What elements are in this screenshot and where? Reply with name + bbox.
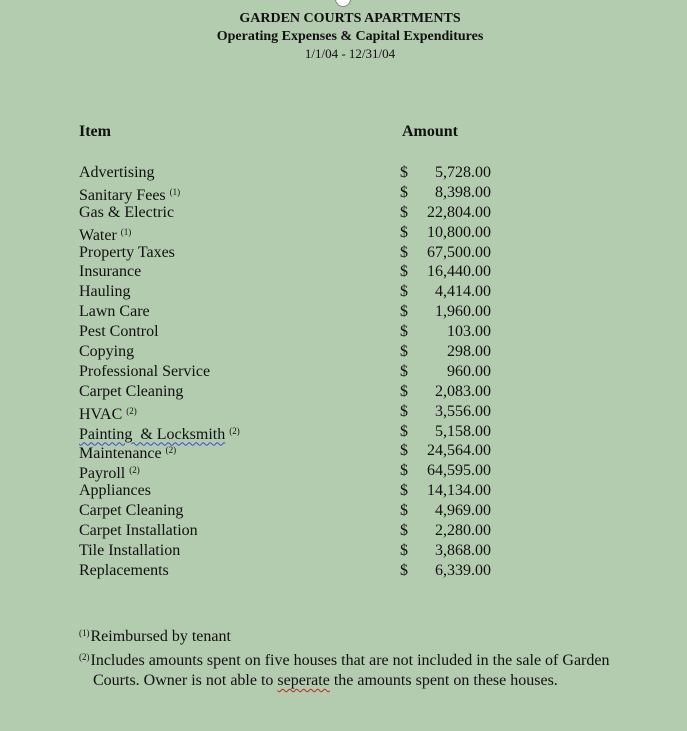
currency-sign: $	[400, 462, 408, 480]
item-name: Carpet Installation	[79, 522, 198, 540]
item-amount: 103.00	[447, 323, 491, 341]
footnote-ref: (2)	[165, 445, 177, 456]
table-row	[0, 402, 687, 422]
item-amount: 67,500.00	[427, 243, 491, 261]
item-amount: 64,595.00	[427, 462, 491, 480]
currency-sign: $	[400, 382, 408, 400]
table-row	[0, 203, 687, 223]
item-name: Appliances	[79, 482, 151, 500]
footnote-text: Includes amounts spent on five houses that are not included in the sale of Garden Courts. Owner is not able to	[90, 652, 610, 689]
item-amount: 6,339.00	[435, 561, 491, 579]
item-name: Payroll	[79, 465, 126, 483]
currency-sign: $	[400, 223, 408, 241]
table-row	[0, 262, 687, 282]
currency-sign: $	[400, 541, 408, 559]
item-amount: 5,158.00	[435, 422, 491, 440]
item-name: Gas & Electric	[79, 203, 175, 221]
table-row	[0, 541, 687, 561]
currency-sign: $	[400, 323, 408, 341]
item-name: Replacements	[79, 561, 169, 579]
footnote-1	[79, 623, 649, 647]
table-row	[0, 302, 687, 322]
document-title: GARDEN COURTS APARTMENTS	[239, 11, 461, 26]
item-amount: 24,564.00	[427, 442, 491, 460]
item-name: Insurance	[79, 263, 142, 281]
currency-sign: $	[400, 283, 408, 301]
footnote-text: Reimbursed by tenant	[90, 628, 231, 645]
currency-sign: $	[400, 502, 408, 520]
currency-sign: $	[400, 183, 408, 201]
footnote-ref: (1)	[169, 186, 181, 197]
item-amount: 14,134.00	[427, 482, 491, 500]
table-row	[0, 461, 687, 481]
table-row	[0, 183, 687, 203]
footnote-ref: (2)	[126, 405, 137, 416]
item-amount: 10,800.00	[427, 223, 491, 241]
footnote-text-end: the amounts spent on these houses.	[329, 672, 558, 689]
item-amount: 1,960.00	[435, 303, 491, 321]
item-amount: 3,868.00	[435, 541, 491, 559]
currency-sign: $	[400, 343, 408, 361]
table-row	[0, 521, 687, 541]
document-subtitle: Operating Expenses & Capital Expenditures	[216, 29, 484, 44]
table-row	[0, 342, 687, 362]
currency-sign: $	[400, 362, 408, 380]
currency-sign: $	[400, 422, 408, 440]
column-header-item: Item	[79, 123, 111, 140]
footnote-ref: (1)	[120, 226, 132, 237]
currency-sign: $	[400, 402, 408, 420]
item-name: Carpet Cleaning	[79, 502, 184, 520]
item-name: Carpet Cleaning	[79, 382, 184, 400]
table-row	[0, 223, 687, 243]
item-name: HVAC	[79, 405, 123, 423]
table-row	[0, 163, 687, 183]
item-amount: 2,083.00	[435, 382, 491, 400]
item-name: Tile Installation	[79, 541, 181, 559]
footnote-ref: (2)	[229, 425, 240, 436]
item-amount: 2,280.00	[435, 522, 491, 540]
currency-sign: $	[400, 303, 408, 321]
item-name: Pest Control	[79, 323, 159, 341]
item-name: Property Taxes	[79, 243, 175, 261]
page-handle[interactable]	[335, 0, 351, 7]
misspelled-word[interactable]: seperate	[277, 672, 330, 689]
item-name: Advertising	[79, 164, 155, 181]
table-row	[0, 481, 687, 501]
table-row	[0, 441, 687, 461]
item-name: Water	[79, 226, 117, 244]
item-amount: 3,556.00	[435, 402, 491, 420]
column-header-amount: Amount	[402, 123, 459, 140]
footnotes	[79, 623, 649, 691]
table-row	[0, 282, 687, 302]
document-period: 1/1/04 - 12/31/04	[304, 46, 396, 61]
item-name: Lawn Care	[79, 303, 150, 321]
currency-sign: $	[400, 482, 408, 500]
item-amount: 5,728.00	[435, 164, 491, 181]
currency-sign: $	[400, 561, 408, 579]
currency-sign: $	[400, 243, 408, 261]
currency-sign: $	[400, 522, 408, 540]
table-row	[0, 501, 687, 521]
table-row	[0, 243, 687, 263]
currency-sign: $	[400, 203, 408, 221]
item-amount: 4,969.00	[435, 502, 491, 520]
item-name: Maintenance	[79, 445, 162, 463]
item-name: Hauling	[79, 283, 131, 301]
expense-table	[0, 163, 687, 581]
table-row	[0, 362, 687, 382]
item-name: Copying	[79, 343, 135, 361]
item-amount: 4,414.00	[435, 283, 491, 301]
item-name: Professional Service	[79, 362, 211, 380]
table-row	[0, 322, 687, 342]
item-amount: 8,398.00	[435, 183, 491, 201]
footnote-ref: (2)	[129, 465, 140, 476]
currency-sign: $	[400, 164, 408, 181]
footnote-mark: (1)	[79, 628, 90, 638]
item-name: Sanitary Fees	[79, 186, 166, 204]
table-row	[0, 422, 687, 442]
item-amount: 960.00	[447, 362, 491, 380]
footnote-2	[79, 647, 649, 691]
table-row	[0, 561, 687, 581]
item-amount: 298.00	[447, 343, 491, 361]
item-name: Painting & Locksmith	[79, 425, 226, 443]
currency-sign: $	[400, 263, 408, 281]
item-amount: 16,440.00	[427, 263, 491, 281]
footnote-mark: (2)	[79, 652, 90, 662]
currency-sign: $	[400, 442, 408, 460]
table-row	[0, 382, 687, 402]
item-amount: 22,804.00	[427, 203, 491, 221]
